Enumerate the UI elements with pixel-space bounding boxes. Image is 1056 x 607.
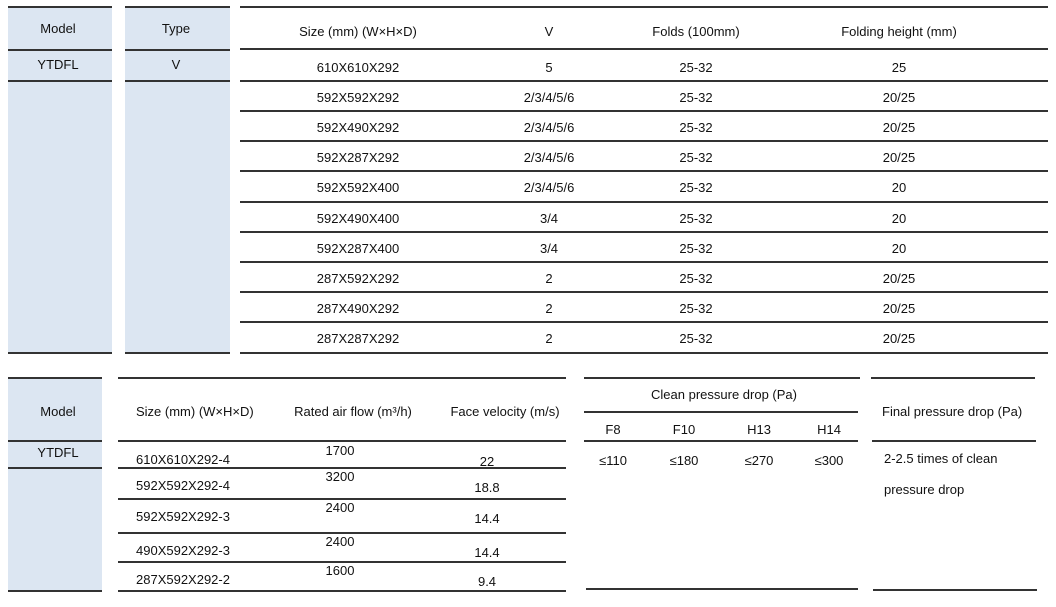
clean-pressure-header: Clean pressure drop (Pa) [651, 387, 797, 402]
table-cell: 2/3/4/5/6 [523, 90, 575, 106]
table-cell: 20 [891, 210, 907, 226]
final-pressure-value-2: pressure drop [884, 482, 965, 497]
airflow-cell: 2400 [325, 500, 355, 515]
airflow-header: Rated air flow (m³/h) [294, 404, 412, 419]
table-cell: 592X490X400 [316, 210, 400, 226]
velocity-cell: 14.4 [474, 545, 500, 560]
divider [125, 6, 230, 8]
table-cell: 25-32 [679, 120, 713, 136]
divider [586, 588, 858, 590]
divider [8, 352, 112, 354]
velocity-cell: 14.4 [474, 511, 500, 526]
table-cell: 592X287X400 [316, 240, 400, 256]
divider [8, 467, 102, 469]
table-cell: 2 [545, 330, 553, 346]
size-cell: 592X592X292-3 [136, 509, 230, 524]
divider [240, 80, 1048, 82]
table-cell: 25-32 [679, 210, 713, 226]
divider [240, 48, 1048, 50]
airflow-cell: 1600 [325, 563, 355, 578]
table-cell: 2 [545, 270, 553, 286]
divider [8, 377, 102, 379]
grade-header: H13 [747, 422, 771, 437]
model-value: YTDFL [37, 445, 79, 460]
divider [871, 377, 1035, 379]
divider [240, 321, 1048, 323]
grade-value: ≤180 [669, 453, 699, 468]
table-cell: 25-32 [679, 90, 713, 106]
column-header: V [544, 24, 554, 39]
grade-value: ≤300 [814, 453, 844, 468]
divider [118, 377, 566, 379]
divider [240, 6, 1048, 8]
table-cell: 2/3/4/5/6 [523, 120, 575, 136]
model-value: YTDFL [37, 57, 79, 72]
divider [873, 589, 1037, 591]
table-cell: 287X592X292 [316, 270, 400, 286]
table-cell: 25-32 [679, 150, 713, 166]
airflow-cell: 2400 [325, 534, 355, 549]
table-cell: 592X592X400 [316, 180, 400, 196]
size-cell: 490X592X292-3 [136, 543, 230, 558]
airflow-cell: 1700 [325, 443, 355, 458]
table-cell: 20/25 [882, 120, 916, 136]
divider [584, 377, 860, 379]
velocity-header: Face velocity (m/s) [450, 404, 560, 419]
table-cell: 592X490X292 [316, 120, 400, 136]
divider [8, 49, 112, 51]
divider [240, 110, 1048, 112]
table-cell: 20/25 [882, 270, 916, 286]
divider [240, 231, 1048, 233]
column-header: Folds (100mm) [652, 24, 740, 39]
table-cell: 287X287X292 [316, 330, 400, 346]
type-value: V [171, 57, 181, 72]
model-header: Model [40, 404, 76, 419]
divider [240, 170, 1048, 172]
table-cell: 20/25 [882, 150, 916, 166]
table-cell: 592X592X292 [316, 90, 400, 106]
divider [240, 291, 1048, 293]
type-header: Type [161, 21, 191, 36]
table-cell: 20/25 [882, 90, 916, 106]
grade-header: F8 [605, 422, 621, 437]
table-cell: 25-32 [679, 330, 713, 346]
divider [8, 6, 112, 8]
column-header: Size (mm) (W×H×D) [299, 24, 417, 39]
divider [240, 201, 1048, 203]
divider [8, 590, 102, 592]
table-cell: 25-32 [679, 270, 713, 286]
table-cell: 25-32 [679, 300, 713, 316]
table-cell: 2/3/4/5/6 [523, 150, 575, 166]
divider [125, 352, 230, 354]
size-header: Size (mm) (W×H×D) [136, 404, 254, 419]
table-cell: 25-32 [679, 60, 713, 75]
table-cell: 2/3/4/5/6 [523, 180, 575, 196]
table-cell: 610X610X292 [316, 60, 400, 75]
divider [584, 440, 858, 442]
velocity-cell: 22 [479, 454, 495, 469]
table-cell: 20 [891, 180, 907, 196]
divider [8, 80, 112, 82]
size-cell: 610X610X292-4 [136, 452, 230, 467]
table-cell: 3/4 [539, 210, 559, 226]
velocity-cell: 18.8 [474, 480, 500, 495]
divider [584, 411, 858, 413]
table-cell: 287X490X292 [316, 300, 400, 316]
grade-header: H14 [817, 422, 841, 437]
airflow-cell: 3200 [325, 469, 355, 484]
size-cell: 287X592X292-2 [136, 572, 230, 587]
grade-value: ≤270 [744, 453, 774, 468]
velocity-cell: 9.4 [477, 574, 497, 589]
divider [872, 440, 1036, 442]
table-cell: 20/25 [882, 300, 916, 316]
divider [118, 440, 566, 442]
divider [125, 49, 230, 51]
divider [125, 80, 230, 82]
table-cell: 3/4 [539, 240, 559, 256]
grade-value: ≤110 [599, 453, 627, 468]
table-cell: 25 [891, 60, 907, 75]
table-cell: 2 [545, 300, 553, 316]
model-header: Model [40, 21, 76, 36]
table-cell: 25-32 [679, 240, 713, 256]
table-cell: 20/25 [882, 330, 916, 346]
divider [240, 261, 1048, 263]
final-pressure-value-1: 2-2.5 times of clean [884, 451, 998, 466]
table-cell: 592X287X292 [316, 150, 400, 166]
divider [8, 440, 102, 442]
table-cell: 25-32 [679, 180, 713, 196]
divider [118, 590, 566, 592]
table-cell: 5 [545, 60, 553, 75]
size-cell: 592X592X292-4 [136, 478, 230, 493]
column-header: Folding height (mm) [841, 24, 957, 39]
divider [240, 140, 1048, 142]
final-pressure-header: Final pressure drop (Pa) [882, 404, 1023, 419]
divider [240, 352, 1048, 354]
grade-header: F10 [672, 422, 696, 437]
table-cell: 20 [891, 240, 907, 256]
